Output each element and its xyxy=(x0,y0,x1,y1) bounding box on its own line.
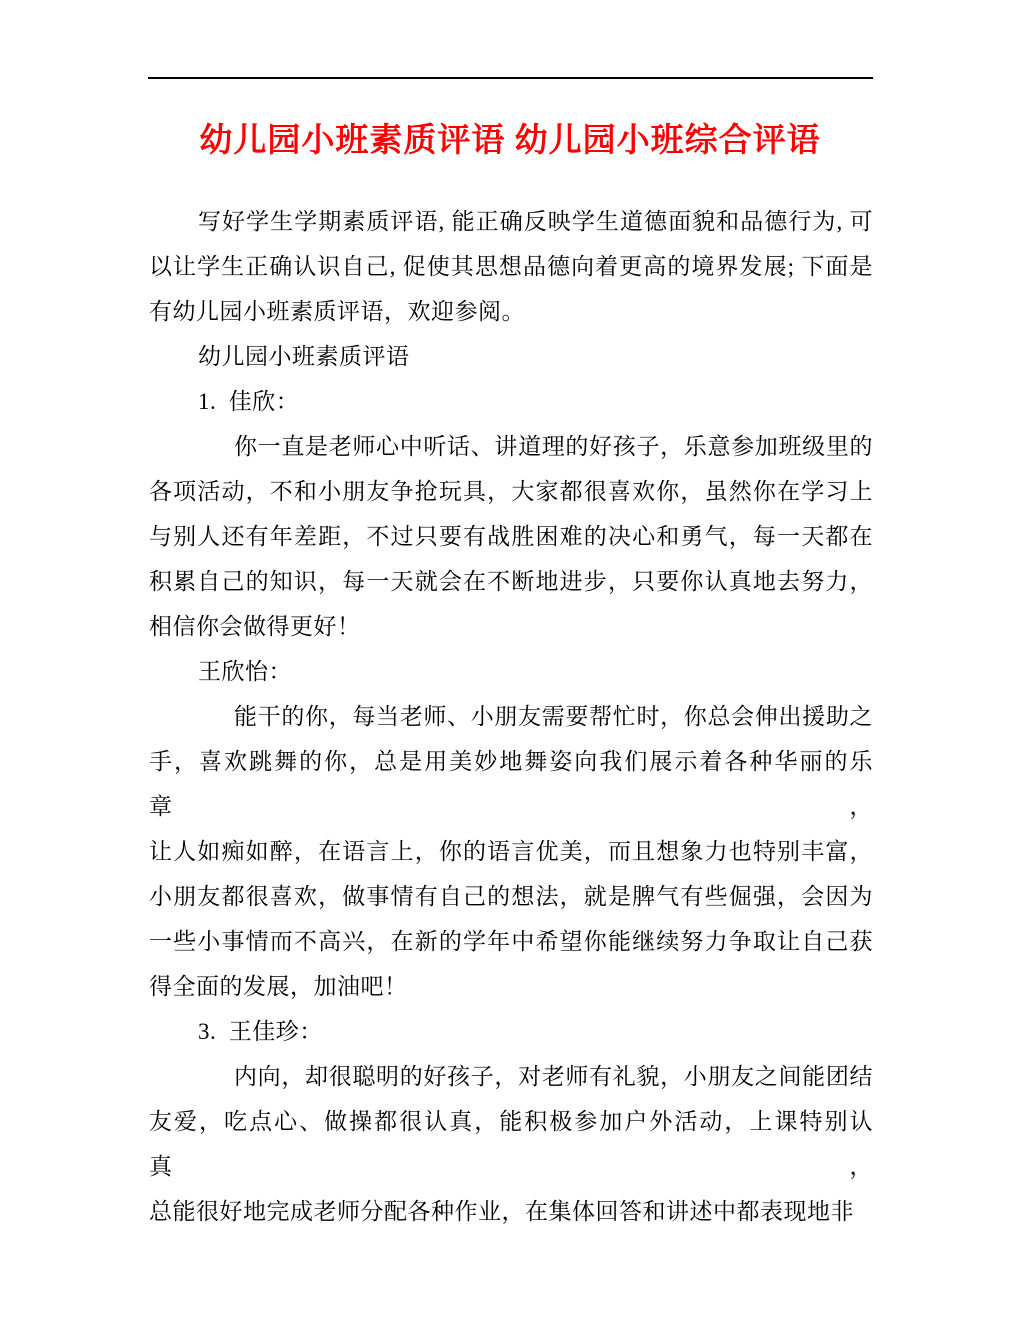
paragraph-6-line-6: 得全面的发展，加油吧！ xyxy=(149,974,408,999)
paragraph-6-line-5: 一些小事情而不高兴，在新的学年中希望你能继续努力争取让自己获 xyxy=(149,929,873,954)
paragraph-2-line-1: 幼儿园小班素质评语 xyxy=(198,344,410,369)
paragraph-8-line-1: 内向，却很聪明的好孩子，对老师有礼貌，小朋友之间能团结 xyxy=(234,1064,873,1089)
paragraph-6-line-2: 手，喜欢跳舞的你，总是用美妙地舞姿向我们展示着各种华丽的乐章， xyxy=(149,749,873,819)
paragraph-4-line-4: 积累自己的知识，每一天就会在不断地进步，只要你认真地去努力， xyxy=(149,569,873,594)
paragraph-1-line-3: 有幼儿园小班素质评语，欢迎参阅。 xyxy=(149,299,525,324)
paragraph-3-line-1: 1. 佳欣： xyxy=(198,389,300,414)
paragraph-4-line-1: 你一直是老师心中听话、讲道理的好孩子，乐意参加班级里的 xyxy=(234,434,873,459)
paragraph-6-line-1: 能干的你，每当老师、小朋友需要帮忙时，你总会伸出援助之 xyxy=(234,704,873,729)
paragraph-6-line-3: 让人如痴如醉，在语言上，你的语言优美，而且想象力也特别丰富， xyxy=(149,839,873,864)
paragraph-4-line-2: 各项活动，不和小朋友争抢玩具，大家都很喜欢你，虽然你在学习上 xyxy=(149,479,873,504)
paragraph-1-line-1: 写好学生学期素质评语, 能正确反映学生道德面貌和品德行为, 可 xyxy=(198,209,873,234)
document-title: 幼儿园小班素质评语 幼儿园小班综合评语 xyxy=(199,123,821,159)
paragraph-5-line-1: 王欣怡： xyxy=(198,659,292,684)
paragraph-8-line-2: 友爱，吃点心、做操都很认真，能积极参加户外活动，上课特别认真， xyxy=(149,1109,873,1179)
paragraph-6-line-4: 小朋友都很喜欢，做事情有自己的想法，就是脾气有些倔强，会因为 xyxy=(149,884,873,909)
header-rule xyxy=(148,77,873,79)
paragraph-4-line-3: 与别人还有年差距，不过只要有战胜困难的决心和勇气，每一天都在 xyxy=(149,524,873,549)
paragraph-8-line-3: 总能很好地完成老师分配各种作业，在集体回答和讲述中都表现地非 xyxy=(149,1199,854,1224)
paragraph-4-line-5: 相信你会做得更好！ xyxy=(149,614,361,639)
paragraph-1-line-2: 以让学生正确认识自己, 促使其思想品德向着更高的境界发展; 下面是 xyxy=(149,254,873,279)
paragraph-7-line-1: 3. 王佳珍： xyxy=(198,1019,323,1044)
document-body xyxy=(149,199,873,1234)
